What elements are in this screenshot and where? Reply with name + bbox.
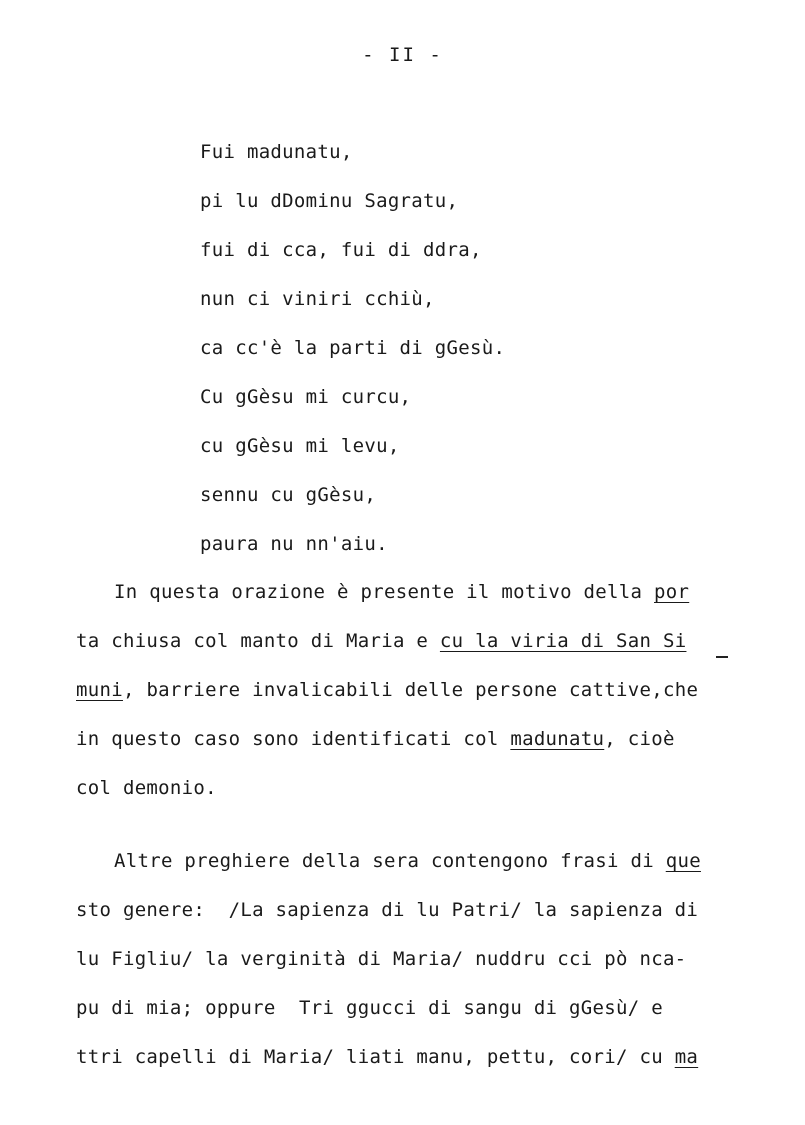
poem-line: sennu cu gGèsu, (200, 484, 377, 506)
poem-line: nun ci viniri cchiù, (200, 288, 435, 310)
paragraph-2-line-2: sto genere: /La sapienza di lu Patri/ la sapienza di (76, 899, 699, 921)
underlined-text: madunatu (510, 728, 605, 750)
poem-line: Fui madunatu, (200, 141, 353, 163)
paragraph-2-line-3: lu Figliu/ la verginità di Maria/ nuddru cci pò nca- (76, 948, 687, 970)
underlined-text: cu la viria di San Si (439, 630, 687, 652)
poem-line: Cu gGèsu mi curcu, (200, 386, 412, 408)
paragraph-1-line-4: in questo caso sono identificati col madunatu, cioè (76, 728, 675, 750)
underlined-text: por (654, 581, 690, 603)
poem-line: paura nu nn'aiu. (200, 533, 388, 555)
poem-line: pi lu dDominu Sagratu, (200, 190, 459, 212)
paragraph-gap (76, 813, 766, 837)
paragraph-1-line-3: muni, barriere invalicabili delle persone cattive,che (76, 679, 699, 701)
poem-line: ca cc'è la parti di gGesù. (200, 337, 506, 359)
paragraph-2-line-5: ttri capelli di Maria/ liati manu, pettu, cori/ cu ma (76, 1046, 699, 1068)
paragraph-2-line-4: pu di mia; oppure Tri ggucci di sangu di gGesù/ e (76, 997, 663, 1019)
underlined-text: que (665, 850, 701, 872)
underlined-text: ma (674, 1046, 699, 1068)
paragraph-1-line-1: In questa orazione è presente il motivo della por (114, 581, 690, 603)
paragraph-1-line-2: ta chiusa col manto di Maria e cu la viria di San Si (76, 630, 687, 652)
paragraph-2-line-1: Altre preghiere della sera contengono frasi di que (114, 850, 701, 872)
paragraph-1-line-5: col demonio. (76, 777, 217, 799)
poem-line: fui di cca, fui di ddra, (200, 239, 482, 261)
page-number: - II - (362, 44, 443, 66)
poem-block (200, 128, 505, 569)
underlined-text: muni (76, 679, 123, 701)
body-text (76, 568, 766, 1082)
poem-line: cu gGèsu mi levu, (200, 435, 400, 457)
